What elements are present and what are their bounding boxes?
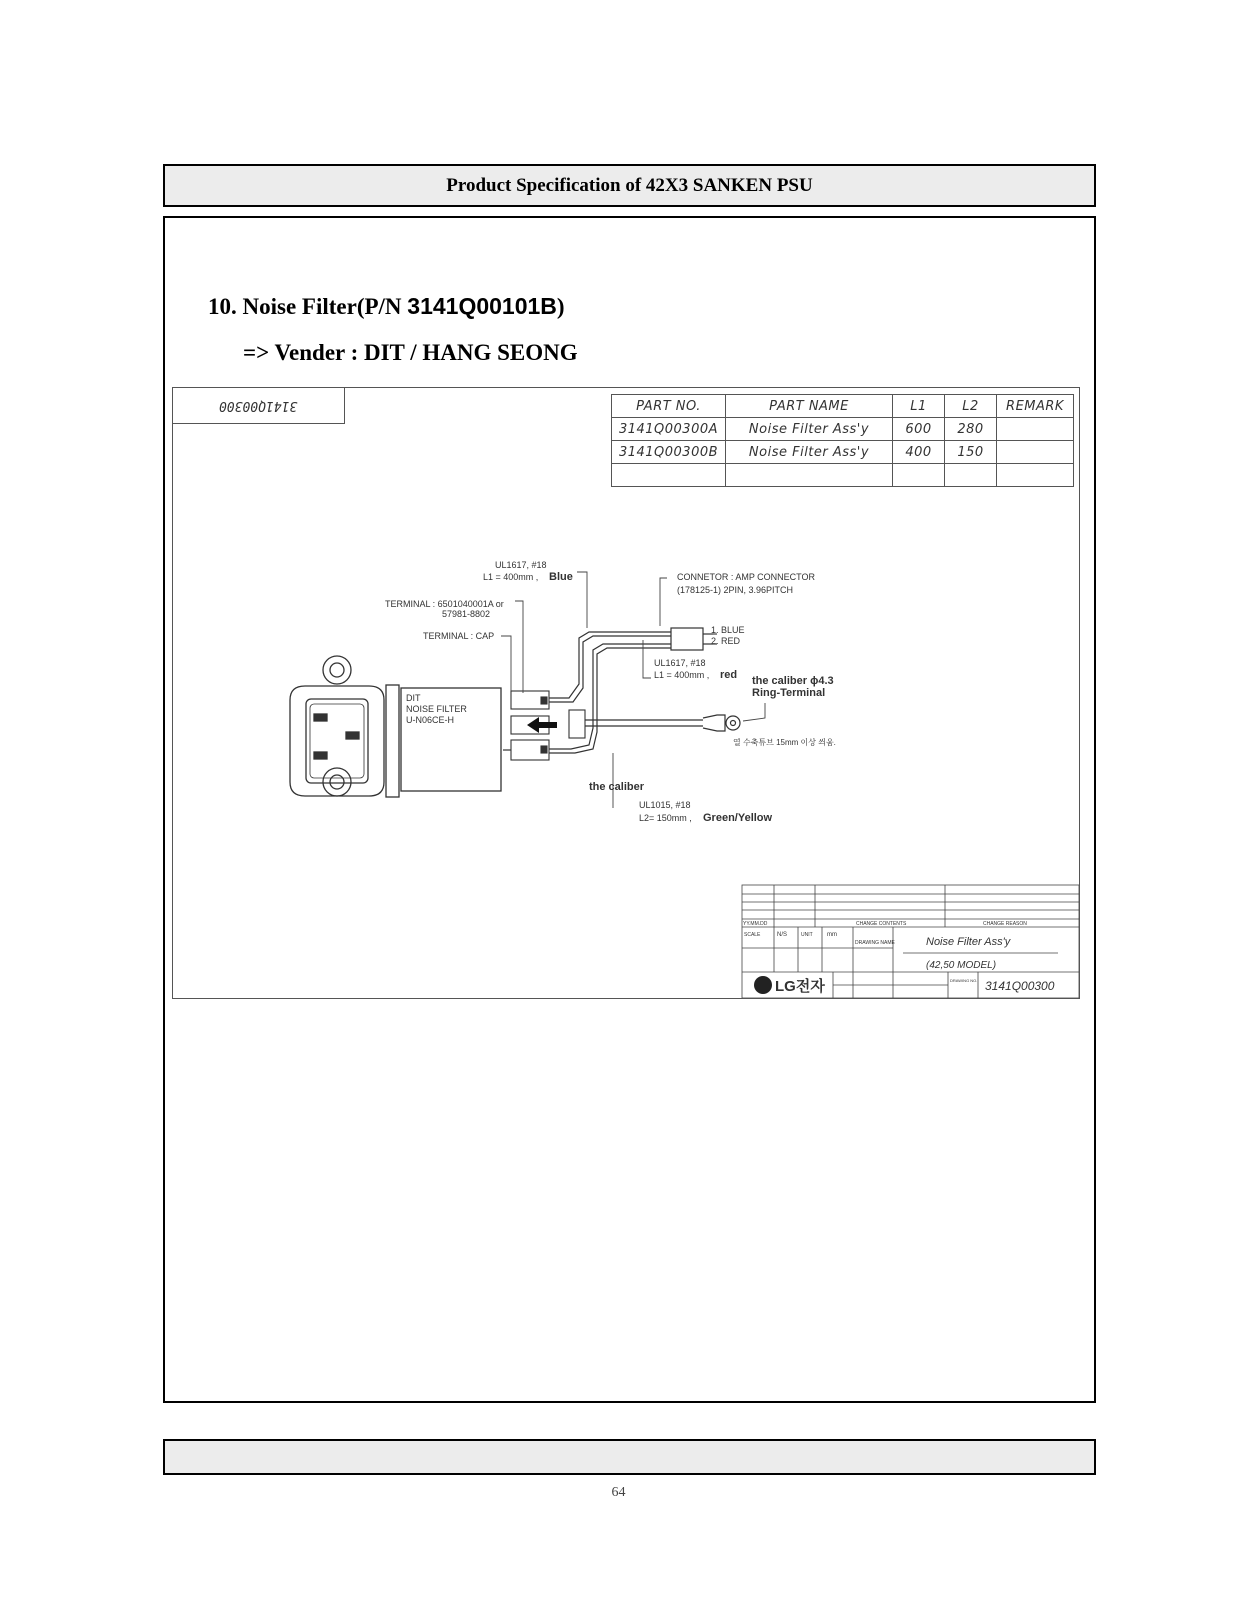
mirrored-code: 3141Q00300 bbox=[219, 398, 298, 413]
ac-inlet bbox=[290, 656, 384, 796]
document-footer bbox=[163, 1439, 1096, 1475]
ring-terminal bbox=[703, 715, 740, 731]
label-the-caliber: the caliber bbox=[589, 781, 645, 793]
label-filter-maker: DIT bbox=[406, 693, 421, 703]
document-header bbox=[163, 164, 1096, 207]
cell-l2: 150 bbox=[945, 441, 997, 464]
label-caliber-43: the caliber ϕ4.3 bbox=[752, 675, 834, 687]
lg-logo-icon bbox=[754, 976, 772, 994]
cell-l1: 600 bbox=[893, 418, 945, 441]
title-block-name-line-2: (42,50 MODEL) bbox=[926, 960, 997, 971]
cell-part-name: Noise Filter Ass'y bbox=[726, 441, 893, 464]
cell-l1: 400 bbox=[893, 441, 945, 464]
title-block-drawing-no: 3141Q00300 bbox=[985, 979, 1055, 993]
title-block bbox=[742, 885, 1079, 998]
header-title: Product Specification of 42X3 SANKEN PSU bbox=[446, 174, 813, 196]
title-block-drawing-name-label: DRAWING NAME bbox=[855, 940, 895, 946]
title-block-scale-label: SCALE bbox=[744, 932, 761, 938]
title-block-name-line-1: Noise Filter Ass'y bbox=[926, 936, 1011, 948]
label-ring-terminal: Ring-Terminal bbox=[752, 687, 826, 699]
label-green-yellow: Green/Yellow bbox=[703, 812, 773, 824]
label-pin-2: 2. RED bbox=[711, 636, 741, 646]
mounting-plate bbox=[386, 685, 399, 797]
header-part-name: PART NAME bbox=[726, 395, 893, 418]
label-filter-name: NOISE FILTER bbox=[406, 704, 467, 714]
vendor-line: => Vender : DIT / HANG SEONG bbox=[243, 340, 578, 365]
cell-l2: 280 bbox=[945, 418, 997, 441]
title-block-company: LG전자 bbox=[775, 978, 825, 995]
label-blue: Blue bbox=[549, 571, 573, 583]
title-block-change-contents: CHANGE CONTENTS bbox=[856, 921, 907, 927]
label-pin-1: 1. BLUE bbox=[711, 625, 745, 635]
label-ul1617-blue: UL1617, #18 bbox=[495, 560, 547, 570]
label-korean-note: 열 수축튜브 15mm 이상 씌움. bbox=[733, 738, 836, 747]
arrow-icon bbox=[527, 717, 557, 733]
cell-part-no: 3141Q00300B bbox=[612, 441, 726, 464]
label-terminal-1: TERMINAL : 6501040001A or bbox=[385, 599, 504, 609]
header-part-no: PART NO. bbox=[612, 395, 726, 418]
label-terminal-cap: TERMINAL : CAP bbox=[423, 631, 495, 641]
label-connector: CONNETOR : AMP CONNECTOR bbox=[677, 572, 816, 582]
title-block-change-reason: CHANGE REASON bbox=[983, 921, 1027, 927]
label-red: red bbox=[720, 669, 738, 681]
section-title bbox=[208, 293, 565, 320]
label-connector-spec: (178125-1) 2PIN, 3.96PITCH bbox=[677, 585, 794, 595]
label-filter-model: U-N06CE-H bbox=[406, 715, 455, 725]
header-remark: REMARK bbox=[997, 395, 1074, 418]
title-block-yymmdd: YY.MM.DD bbox=[743, 921, 768, 927]
header-l1: L1 bbox=[893, 395, 945, 418]
label-ul1617-blue-length: L1 = 400mm , bbox=[483, 572, 539, 582]
label-ul1617-red: UL1617, #18 bbox=[654, 658, 706, 668]
label-ul1015-length: L2= 150mm , bbox=[639, 813, 692, 823]
leader-lines bbox=[501, 572, 765, 808]
title-block-scale-value: N/S bbox=[777, 932, 788, 938]
label-terminal-1b: 57981-8802 bbox=[442, 609, 491, 619]
wiring-schematic bbox=[173, 388, 1079, 998]
technical-drawing bbox=[172, 387, 1080, 999]
part-number: 3141Q00101B bbox=[407, 293, 557, 319]
cell-part-name: Noise Filter Ass'y bbox=[726, 418, 893, 441]
title-block-unit-label: UNIT bbox=[801, 932, 813, 938]
label-ul1617-red-length: L1 = 400mm , bbox=[654, 670, 710, 680]
title-block-unit-value: mm bbox=[827, 932, 837, 938]
title-block-drawing-no-label: DRAWING NO. bbox=[950, 978, 978, 983]
cell-part-no: 3141Q00300A bbox=[612, 418, 726, 441]
section-title-suffix: ) bbox=[556, 294, 565, 319]
page-number: 64 bbox=[611, 1485, 626, 1500]
label-ul1015: UL1015, #18 bbox=[639, 800, 691, 810]
section-title-prefix: 10. Noise Filter(P/N bbox=[208, 294, 408, 319]
header-l2: L2 bbox=[945, 395, 997, 418]
